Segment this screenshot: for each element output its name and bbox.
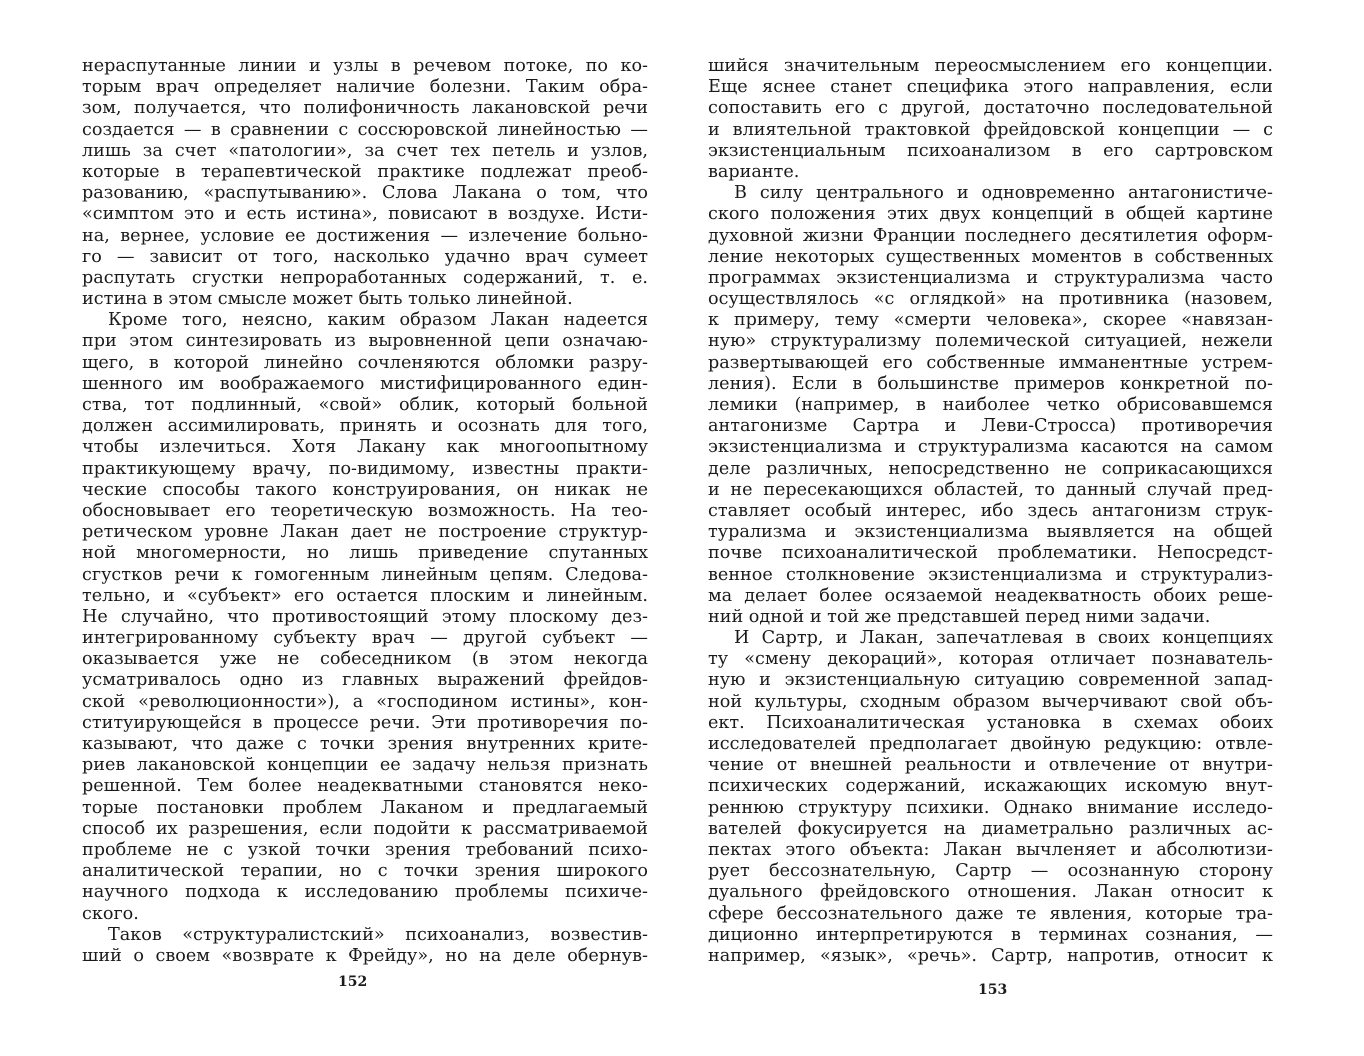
text-line: программах экзистенциализма и структурализма часто — [708, 267, 1273, 288]
text-line: например, «язык», «речь». Сартр, напротив, относит к — [708, 945, 1273, 966]
text-line: исследователей предполагает двойную редукцию: отвле- — [708, 734, 1273, 754]
text-line: обосновывает его теоретическую возможность. На тео- — [82, 500, 648, 521]
text-line: Еще яснее станет специфика этого направления, если — [708, 77, 1273, 98]
text-line: ставляет особый интерес, ибо здесь антагонизм струк- — [708, 500, 1273, 521]
text-line: ства, тот подлинный, «свой» облик, который больной — [82, 395, 648, 415]
text-line: практикующему врачу, по-видимому, известны практи- — [82, 458, 648, 479]
text-line: турализма и экзистенциализма выявляется на общей — [708, 522, 1273, 543]
text-line: ект. Психоаналитическая установка в схемах обоих — [708, 712, 1273, 733]
text-line: чение от внешней реальности и отвлечение от внутри- — [708, 755, 1273, 776]
text-line: которые в терапевтической практике подлежат преоб- — [82, 161, 648, 182]
text-line: И Сартр, и Лакан, запечатлевая в своих концепциях — [734, 628, 1273, 649]
text-line: ского положения этих двух концепций в общей картине — [708, 204, 1273, 225]
text-line: ретическом уровне Лакан дает не построение структур- — [82, 522, 648, 543]
text-line: и влиятельной трактовкой фрейдовской концепции — с — [708, 119, 1273, 140]
text-line: истина в этом смысле может быть только линейной. — [82, 289, 573, 310]
text-line: сфере бессознательного даже те явления, которые тра- — [708, 903, 1273, 924]
text-line: лемики (например, в наиболее четко обрисовавшемся — [708, 395, 1273, 415]
text-line: экзистенциальным психоанализом в его сартровском — [708, 140, 1273, 161]
text-line: создается — в сравнении с соссюровской линейностью — — [82, 119, 648, 140]
text-line: лишь за счет «патологии», за счет тех петель и узлов, — [82, 140, 648, 161]
text-line: ту «смену декораций», которая отличает познаватель- — [708, 649, 1273, 670]
text-line: вателей фокусируется на диаметрально различных ас- — [708, 818, 1273, 839]
text-line: деле различных, непосредственно не соприкасающихся — [708, 458, 1273, 479]
text-line: рует бессознательную, Сартр — осознанную сторону — [708, 861, 1273, 882]
text-line: экзистенциализма и структурализма касаются на самом — [708, 437, 1273, 458]
text-line: нераспутанные линии и узлы в речевом потоке, по ко- — [82, 56, 648, 76]
text-line: антагонизме Сартра и Леви-Стросса) противоречия — [708, 416, 1273, 437]
text-line: реннюю структуру психики. Однако внимание исследо- — [708, 797, 1273, 818]
text-line: аналитической терапии, но с точки зрения широкого — [82, 861, 648, 882]
text-line: Кроме того, неясно, каким образом Лакан надеется — [108, 310, 648, 331]
right-page-text — [708, 56, 1273, 967]
text-line: разованию, «распутыванию». Слова Лакана о том, что — [82, 183, 648, 204]
text-line: пектах этого объекта: Лакан вычленяет и абсолютизи- — [708, 839, 1273, 860]
text-line: ную» структурализму полемической ситуацией, нежели — [708, 331, 1273, 352]
text-line: дуального фрейдовского отношения. Лакан относит к — [708, 882, 1273, 903]
text-line: духовной жизни Франции последнего десятилетия оформ- — [708, 225, 1273, 246]
text-line: сгустков речи к гомогенным линейным цепям. Следова- — [82, 564, 648, 585]
text-line: осуществлялось «с оглядкой» на противника (назовем, — [708, 289, 1273, 310]
text-line: шенного им воображаемого мистифицированного един- — [82, 373, 648, 394]
text-line: решенной. Тем более неадекватными становятся неко- — [82, 776, 648, 797]
text-line: оказывается уже не собеседником (в этом некогда — [82, 649, 648, 670]
text-line: должен ассимилировать, принять и осознать для того, — [82, 416, 648, 437]
text-line: Не случайно, что противостоящий этому плоскому дез- — [82, 606, 648, 627]
text-line: ший о своем «возврате к Фрейду», но на деле обернув- — [82, 945, 648, 966]
text-line: В силу центрального и одновременно антагонистиче- — [734, 183, 1273, 204]
text-line: и не пересекающихся областей, то данный случай пред- — [708, 479, 1273, 500]
text-line: ной многомерности, но лишь приведение спутанных — [82, 543, 648, 564]
text-line: торым врач определяет наличие болезни. Таким обра- — [82, 77, 648, 98]
text-line: почве психоаналитической проблематики. Непосредст- — [708, 543, 1273, 564]
text-line: ституирующейся в процессе речи. Эти противоречия по- — [82, 712, 648, 733]
text-line: тельно, и «субъект» его остается плоским и линейным. — [82, 585, 648, 606]
text-line: психических содержаний, искажающих искомую внут- — [708, 776, 1273, 797]
text-line: распутать сгустки непроработанных содержаний, т. е. — [82, 267, 648, 288]
text-line: ма делает более осязаемой неадекватность обоих реше- — [708, 585, 1273, 606]
text-line: шийся значительным переосмыслением его концепции. — [708, 56, 1273, 76]
text-line: Таков «структуралистский» психоанализ, возвестив- — [108, 924, 648, 945]
text-line: варианте. — [708, 161, 800, 182]
text-line: казывают, что даже с точки зрения внутренних крите- — [82, 734, 648, 754]
left-page — [82, 56, 648, 967]
text-line: усматривалось одно из главных выражений фрейдов- — [82, 670, 648, 691]
text-line: к примеру, тему «смерти человека», скорее «навязан- — [708, 310, 1273, 331]
text-line: ной культуры, сходным образом вычерчивают свой объ- — [708, 691, 1273, 712]
text-line: венное столкновение экзистенциализма и структурализ- — [708, 564, 1273, 585]
left-page-number: 152 — [338, 974, 368, 990]
text-line: ление некоторых существенных моментов в собственных — [708, 246, 1273, 267]
text-line: проблеме не с узкой точки зрения требований психо- — [82, 839, 648, 860]
text-line: на, вернее, условие ее достижения — излечение больно- — [82, 225, 648, 246]
text-line: ления). Если в большинстве примеров конкретной по- — [708, 373, 1273, 394]
text-line: зом, получается, что полифоничность лакановской речи — [82, 98, 648, 119]
right-page-number: 153 — [978, 982, 1008, 998]
text-line: торые постановки проблем Лаканом и предлагаемый — [82, 797, 648, 818]
text-line: ческие способы такого конструирования, он никак не — [82, 479, 648, 500]
text-line: развертывающей его собственные имманентные устрем- — [708, 352, 1273, 373]
text-line: ную и экзистенциальную ситуацию современной запад- — [708, 670, 1273, 691]
text-line: ской «революционности»), а «господином истины», кон- — [82, 691, 648, 712]
text-line: при этом синтезировать из выровненной цепи означаю- — [82, 331, 648, 352]
text-line: интегрированному субъекту врач — другой субъект — — [82, 628, 648, 649]
text-line: «симптом это и есть истина», повисают в воздухе. Исти- — [82, 204, 648, 225]
text-line: го — зависит от того, насколько удачно врач сумеет — [82, 246, 648, 267]
text-line: научного подхода к исследованию проблемы психиче- — [82, 882, 648, 903]
text-line: щего, в которой линейно сочленяются обломки разру- — [82, 352, 648, 373]
text-line: диционно интерпретируются в терминах сознания, — — [708, 924, 1273, 945]
text-line: риев лакановской концепции ее задачу нельзя признать — [82, 755, 648, 776]
text-line: чтобы излечиться. Хотя Лакану как многоопытному — [82, 437, 648, 458]
text-line: способ их разрешения, если подойти к рассматриваемой — [82, 818, 648, 839]
left-page-text — [82, 56, 648, 967]
text-line: ний одной и той же представшей перед ними задачи. — [708, 606, 1211, 627]
text-line: ского. — [82, 903, 139, 924]
right-page — [708, 56, 1273, 967]
text-line: сопоставить его с другой, достаточно последовательной — [708, 98, 1273, 119]
